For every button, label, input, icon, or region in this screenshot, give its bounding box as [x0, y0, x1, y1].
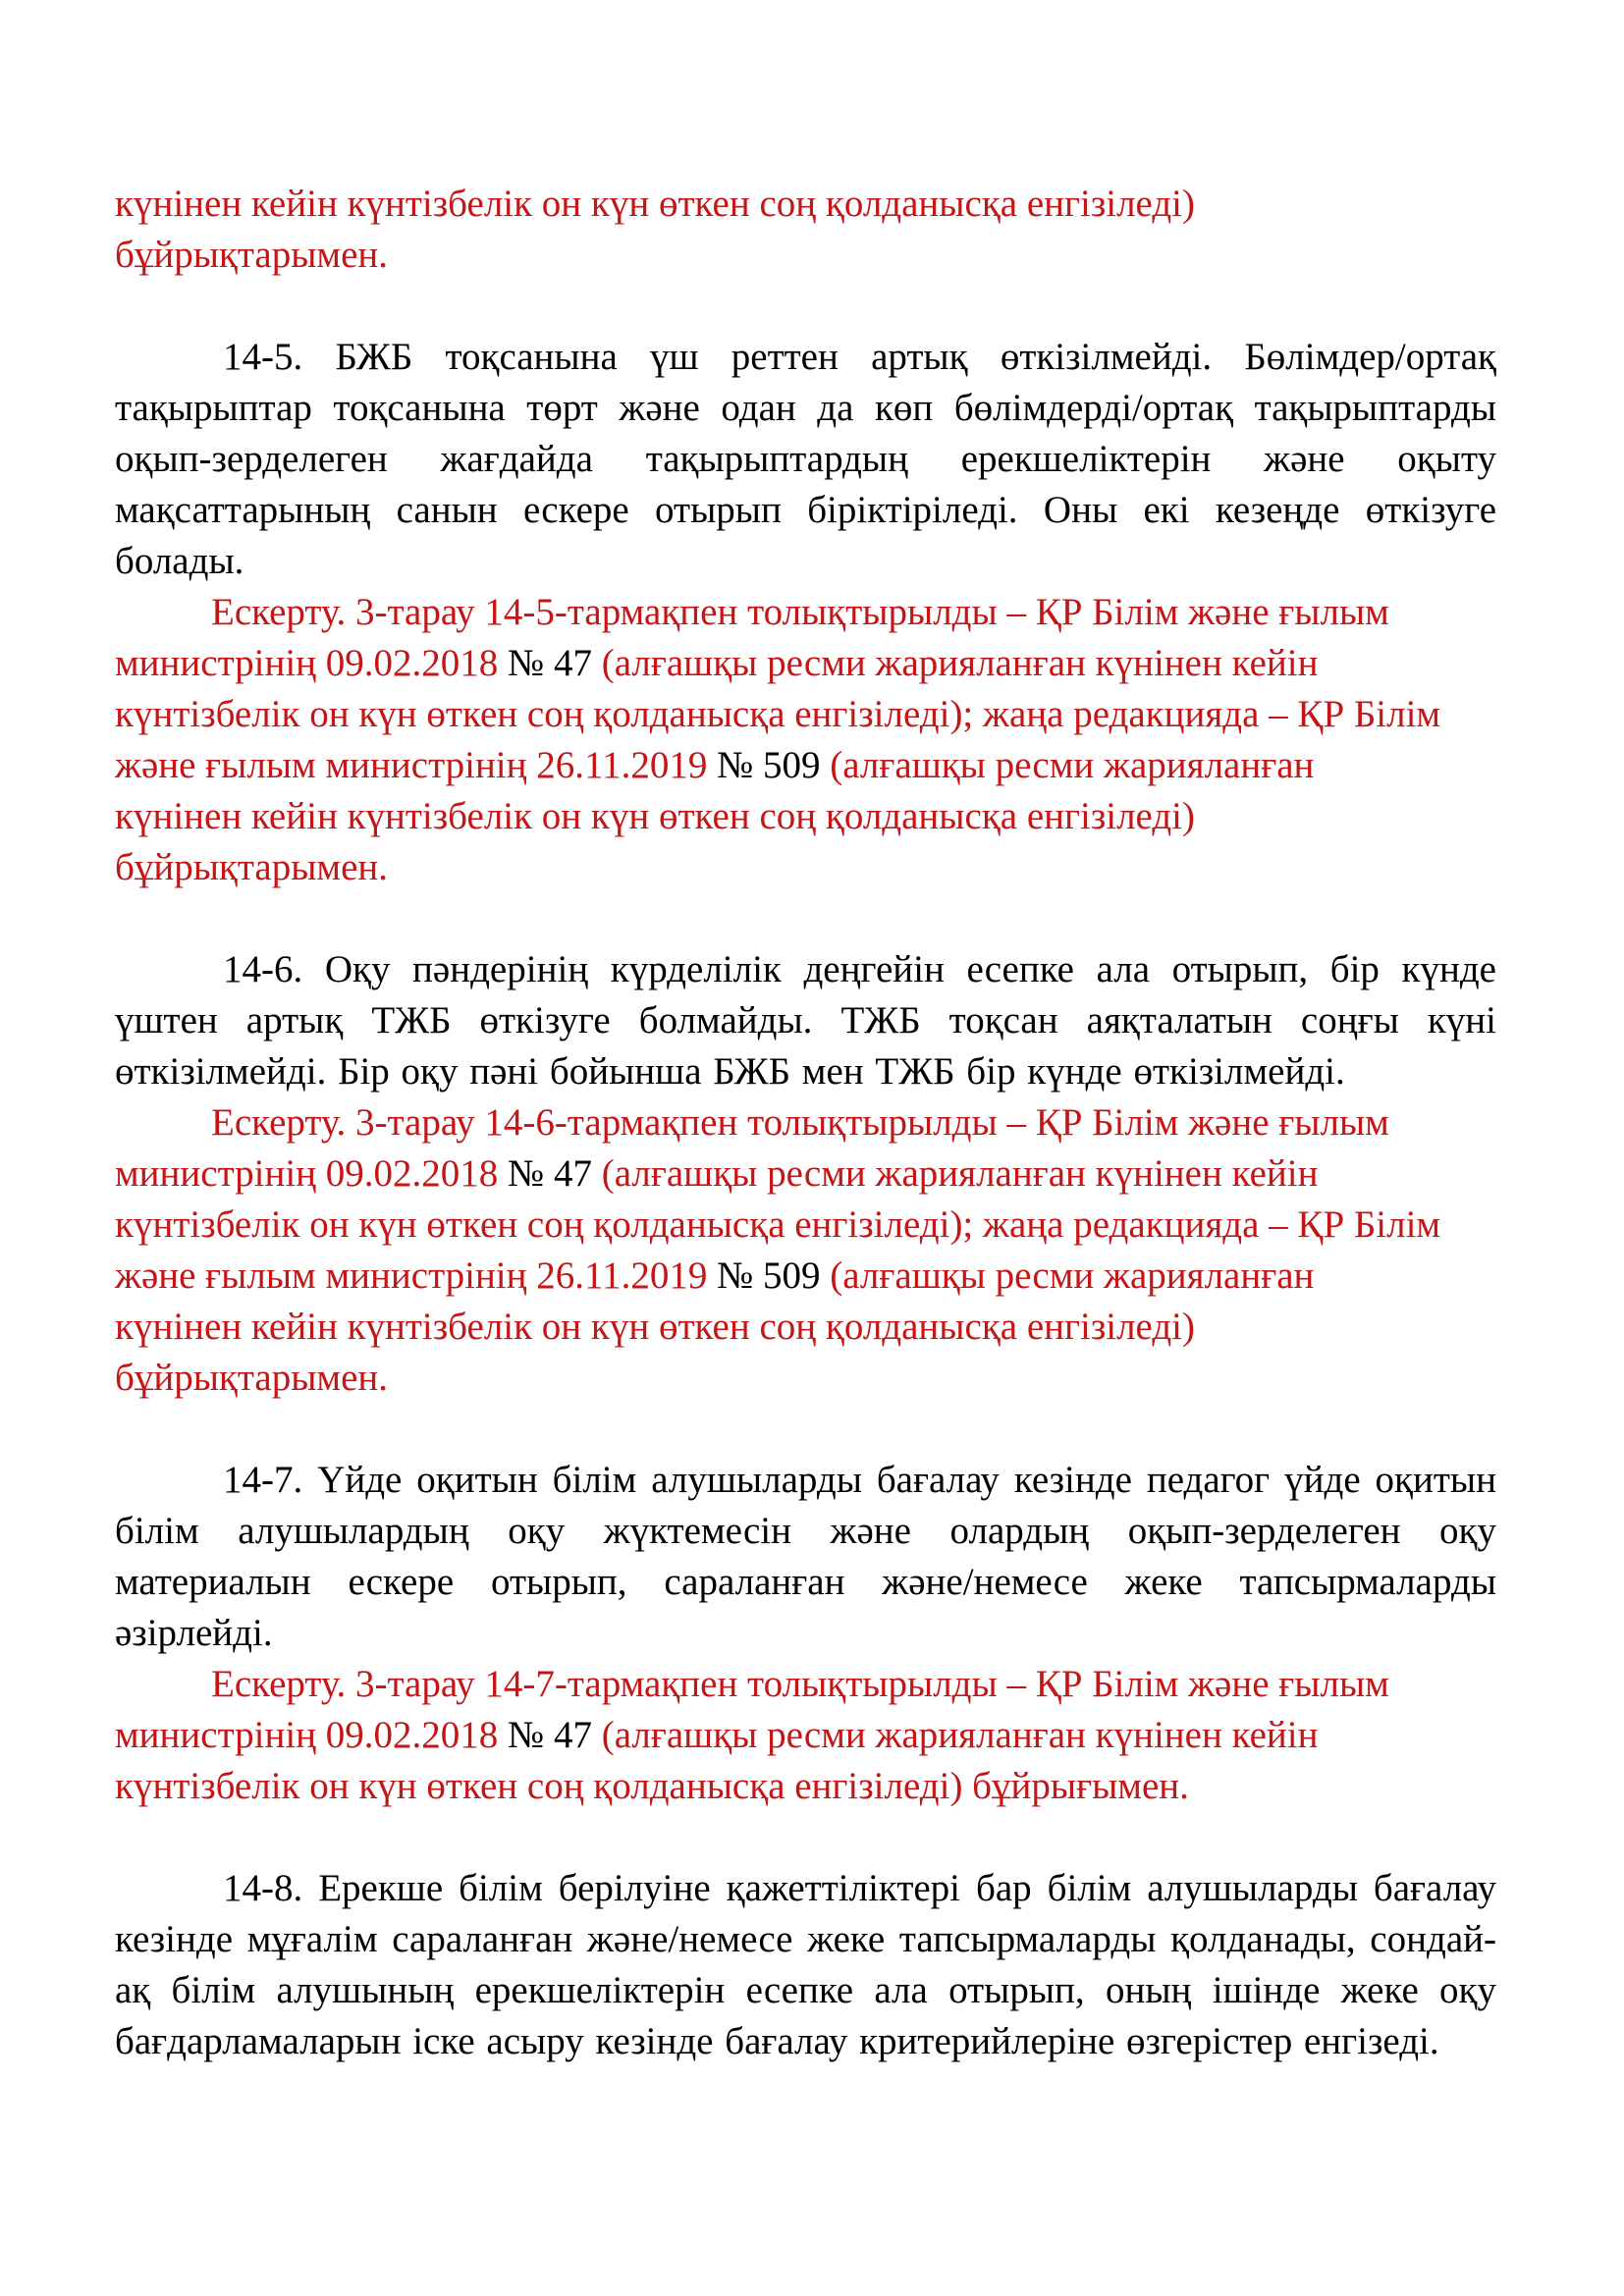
note-line	[115, 179, 1496, 230]
note-text: Ескерту. 3-тарау 14-7-тармақпен толықтырылды – ҚР Білім және ғылым	[211, 1663, 1389, 1705]
note-text: министрінің 09.02.2018	[115, 1152, 499, 1195]
note-line	[115, 1148, 1496, 1200]
note-line	[115, 1710, 1496, 1761]
amendment-note-14-5	[115, 587, 1496, 893]
amendment-note-14-7	[115, 1659, 1496, 1812]
order-number-ref: № 47	[508, 1714, 593, 1756]
note-line	[115, 1761, 1496, 1812]
order-number-ref: № 47	[508, 642, 593, 684]
note-line	[115, 1251, 1496, 1302]
paragraph-14-5: 14-5. БЖБ тоқсанына үш реттен артық өткізілмейді. Бөлімдер/ортақ тақырыптар тоқсанына төрт және одан да көп бөлімдерді/ортақ тақырыптарды оқып-зерделеген жағдайда тақырыптардың ерекшеліктерін және оқыту мақсаттарының санын ескере отырып біріктіріледі. Оны екі кезеңде өткізуге болады.	[115, 336, 1496, 582]
note-text: министрінің 09.02.2018	[115, 642, 499, 684]
paragraph-14-7: 14-7. Үйде оқитын білім алушыларды бағалау кезінде педагог үйде оқитын білім алушылардың оқу жүктемесін және олардың оқып-зерделеген оқу материалын ескере отырып, сараланған және/немесе жеке тапсырмаларды әзірлейді.	[115, 1459, 1496, 1654]
note-text: күнтізбелік он күн өткен соң қолданысқа енгізіледі); жаңа редакцияда – ҚР Білім	[115, 1203, 1441, 1246]
note-text: (алғашқы ресми жарияланған	[830, 1255, 1315, 1297]
note-line	[115, 1097, 1496, 1148]
paragraph-14-8: 14-8. Ерекше білім берілуіне қажеттіліктері бар білім алушыларды бағалау кезінде мұғалім сараланған және/немесе жеке тапсырмаларды қолданады, сондай-ақ білім алушының ерекшеліктерін есепке ала отырып, оның ішінде жеке оқу бағдарламаларын іске асыру кезінде бағалау критерийлеріне өзгерістер енгізеді.	[115, 1867, 1496, 2062]
note-text: (алғашқы ресми жарияланған	[830, 744, 1315, 786]
note-text: Ескерту. 3-тарау 14-6-тармақпен толықтырылды – ҚР Білім және ғылым	[211, 1101, 1389, 1144]
note-text: бұйрықтарымен.	[115, 234, 389, 276]
note-line	[115, 638, 1496, 689]
note-line	[115, 689, 1496, 740]
note-text: күнінен кейін күнтізбелік он күн өткен соң қолданысқа енгізіледі)	[115, 795, 1195, 837]
note-line	[115, 587, 1496, 638]
paragraph-14-6: 14-6. Оқу пәндерінің күрделілік деңгейін есепке ала отырып, бір күнде үштен артық ТЖБ өткізуге болмайды. ТЖБ тоқсан аяқталатын соңғы күні өткізілмейді. Бір оқу пәні бойынша БЖБ мен ТЖБ бір күнде өткізілмейді.	[115, 948, 1496, 1093]
order-number-ref: № 509	[717, 744, 821, 786]
note-text: министрінің 09.02.2018	[115, 1714, 499, 1756]
note-text: күнтізбелік он күн өткен соң қолданысқа енгізіледі); жаңа редакцияда – ҚР Білім	[115, 693, 1441, 735]
note-text: бұйрықтарымен.	[115, 846, 389, 888]
note-text: Ескерту. 3-тарау 14-5-тармақпен толықтырылды – ҚР Білім және ғылым	[211, 591, 1389, 633]
note-line	[115, 842, 1496, 893]
note-text: күнтізбелік он күн өткен соң қолданысқа енгізіледі) бұйрығымен.	[115, 1765, 1189, 1807]
note-line	[115, 1353, 1496, 1404]
note-line	[115, 791, 1496, 842]
amendment-note-14-6	[115, 1097, 1496, 1404]
note-text: күнінен кейін күнтізбелік он күн өткен соң қолданысқа енгізіледі)	[115, 1306, 1195, 1348]
note-text: бұйрықтарымен.	[115, 1357, 389, 1399]
note-text: (алғашқы ресми жарияланған күнінен кейін	[601, 1714, 1319, 1756]
note-text: және ғылым министрінің 26.11.2019	[115, 744, 708, 786]
note-continuation	[115, 179, 1496, 281]
note-text: (алғашқы ресми жарияланған күнінен кейін	[601, 1152, 1319, 1195]
note-line	[115, 1659, 1496, 1710]
note-line	[115, 1302, 1496, 1353]
note-text: және ғылым министрінің 26.11.2019	[115, 1255, 708, 1297]
order-number-ref: № 47	[508, 1152, 593, 1195]
note-line	[115, 230, 1496, 281]
note-line	[115, 740, 1496, 791]
note-text: күнінен кейін күнтізбелік он күн өткен соң қолданысқа енгізіледі)	[115, 183, 1195, 225]
note-text: (алғашқы ресми жарияланған күнінен кейін	[601, 642, 1319, 684]
order-number-ref: № 509	[717, 1255, 821, 1297]
note-line	[115, 1200, 1496, 1251]
